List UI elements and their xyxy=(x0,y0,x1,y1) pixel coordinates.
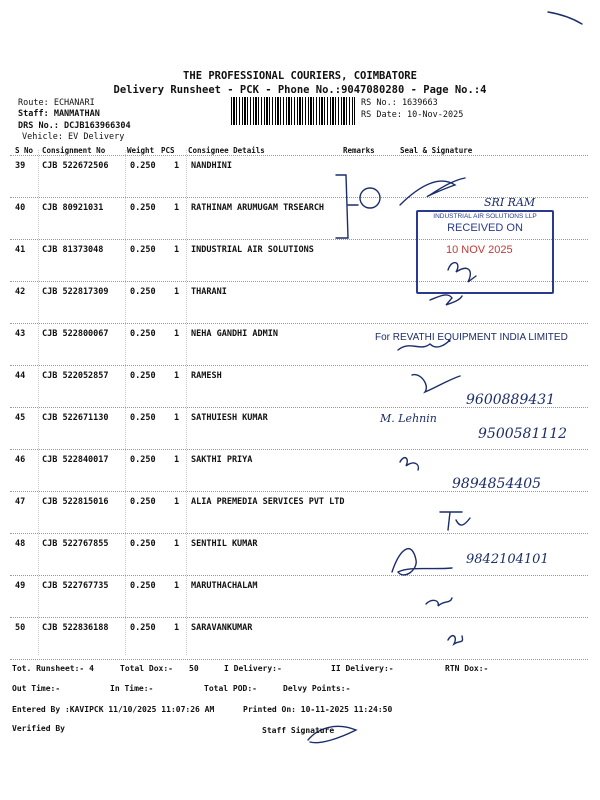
row-sno: 40 xyxy=(15,203,26,213)
row-sno: 49 xyxy=(15,581,26,591)
signature-44 xyxy=(412,375,460,392)
vehicle: Vehicle: EV Delivery xyxy=(22,132,125,142)
row-consignee: SATHUIESH KUMAR xyxy=(191,413,268,423)
printed-on: Printed On: 10-11-2025 11:24:50 xyxy=(243,705,393,714)
row-consignee: SENTHIL KUMAR xyxy=(191,539,258,549)
col-pcs: PCS xyxy=(161,146,175,155)
remarks-bracket xyxy=(336,175,348,238)
row-pcs: 1 xyxy=(174,203,180,213)
out-time: Out Time:- xyxy=(12,684,61,693)
row-weight: 0.250 xyxy=(130,581,156,591)
row-sno: 46 xyxy=(15,455,26,465)
row-consignment: CJB 522817309 xyxy=(42,287,109,297)
row-sno: 50 xyxy=(15,623,26,633)
row-sno: 42 xyxy=(15,287,26,297)
signature-39 xyxy=(400,178,465,205)
col-seal: Seal & Signature xyxy=(400,146,473,155)
row-sno: 48 xyxy=(15,539,26,549)
row-weight: 0.250 xyxy=(130,413,156,423)
total-dox-value: 50 xyxy=(189,664,199,673)
row-consignee: NANDHINI xyxy=(191,161,232,171)
runsheet-title: Delivery Runsheet - PCK - Phone No.:9047080280 - Page No.:4 xyxy=(113,84,487,96)
row-consignment: CJB 81373048 xyxy=(42,245,104,255)
phone-46: 9894854405 xyxy=(452,476,542,492)
row-consignee: SARAVANKUMAR xyxy=(191,623,253,633)
row-consignment: CJB 522836188 xyxy=(42,623,109,633)
col-remarks: Remarks xyxy=(343,146,375,155)
row-pcs: 1 xyxy=(174,623,180,633)
rtn-dox: RTN Dox:- xyxy=(445,664,489,673)
row-weight: 0.250 xyxy=(130,623,156,633)
row-sno: 41 xyxy=(15,245,26,255)
delvy-points: Delvy Points:- xyxy=(283,684,351,693)
row-pcs: 1 xyxy=(174,455,180,465)
row-consignment: CJB 522800067 xyxy=(42,329,109,339)
staff: Staff: MANMATHAN xyxy=(18,109,100,119)
row-sno: 45 xyxy=(15,413,26,423)
row-sno: 44 xyxy=(15,371,26,381)
row-consignee: RAMESH xyxy=(191,371,222,381)
stamp-company: INDUSTRIAL AIR SOLUTIONS LLP xyxy=(433,213,537,220)
row-consignment: CJB 522052857 xyxy=(42,371,109,381)
row-pcs: 1 xyxy=(174,413,180,423)
row-weight: 0.250 xyxy=(130,455,156,465)
row-sno: 39 xyxy=(15,161,26,171)
signature-47 xyxy=(440,512,470,530)
row-consignment: CJB 522815016 xyxy=(42,497,109,507)
row-pcs: 1 xyxy=(174,539,180,549)
row-consignment: CJB 522767735 xyxy=(42,581,109,591)
phone-45: 9500581112 xyxy=(478,426,568,442)
col-sno: S No xyxy=(15,146,34,155)
rs-number: RS No.: 1639663 xyxy=(361,98,438,108)
row-pcs: 1 xyxy=(174,581,180,591)
rs-date: RS Date: 10-Nov-2025 xyxy=(361,110,464,120)
col-consignment: Consignment No xyxy=(42,146,106,155)
row-pcs: 1 xyxy=(174,371,180,381)
row-pcs: 1 xyxy=(174,245,180,255)
signature-48 xyxy=(392,549,452,575)
signature-45: M. Lehnin xyxy=(380,412,437,425)
row-pcs: 1 xyxy=(174,161,180,171)
signature-46 xyxy=(400,458,418,470)
staff-signature: Staff Signature xyxy=(262,726,335,735)
row-weight: 0.250 xyxy=(130,329,156,339)
phone-44: 9600889431 xyxy=(466,392,556,408)
stamp-received: RECEIVED ON xyxy=(447,222,523,234)
signature-49 xyxy=(426,598,452,606)
row-consignee: RATHINAM ARUMUGAM TRSEARCH xyxy=(191,203,325,213)
stamp-sriram: SRI RAM xyxy=(484,196,536,209)
row-sno: 47 xyxy=(15,497,26,507)
in-time: In Time:- xyxy=(110,684,154,693)
corner-mark xyxy=(548,12,582,24)
remarks-circle xyxy=(360,188,380,208)
col-details: Consignee Details xyxy=(188,146,265,155)
signature-41 xyxy=(448,263,476,282)
row-consignment: CJB 80921031 xyxy=(42,203,104,213)
row-pcs: 1 xyxy=(174,287,180,297)
row-consignee: SAKTHI PRIYA xyxy=(191,455,253,465)
route: Route: ECHANARI xyxy=(18,98,95,108)
company-stamp-43: For REVATHI EQUIPMENT INDIA LIMITED xyxy=(375,332,568,343)
row-weight: 0.250 xyxy=(130,245,156,255)
total-dox: Total Dox:- xyxy=(120,664,173,673)
row-consignee: MARUTHACHALAM xyxy=(191,581,258,591)
drs-number: DRS No.: DCJB163966304 xyxy=(18,121,131,131)
row-consignee: ALIA PREMEDIA SERVICES PVT LTD xyxy=(191,497,345,507)
row-consignee: NEHA GANDHI ADMIN xyxy=(191,329,278,339)
i-delivery: I Delivery:- xyxy=(224,664,282,673)
verified-by: Verified By xyxy=(12,724,65,733)
row-consignment: CJB 522767855 xyxy=(42,539,109,549)
row-consignment: CJB 522840017 xyxy=(42,455,109,465)
row-sno: 43 xyxy=(15,329,26,339)
row-consignment: CJB 522672506 xyxy=(42,161,109,171)
entered-by: Entered By :KAVIPCK 11/10/2025 11:07:26 AM xyxy=(12,705,215,714)
row-weight: 0.250 xyxy=(130,161,156,171)
row-pcs: 1 xyxy=(174,329,180,339)
row-weight: 0.250 xyxy=(130,497,156,507)
company-name: THE PROFESSIONAL COURIERS, COIMBATORE xyxy=(183,70,417,82)
row-consignment: CJB 522671130 xyxy=(42,413,109,423)
col-weight: Weight xyxy=(127,146,155,155)
row-weight: 0.250 xyxy=(130,203,156,213)
signature-50 xyxy=(448,636,463,644)
row-consignee: THARANI xyxy=(191,287,227,297)
total-pod: Total POD:- xyxy=(204,684,257,693)
row-consignee: INDUSTRIAL AIR SOLUTIONS xyxy=(191,245,314,255)
stamp-date: 10 NOV 2025 xyxy=(446,244,513,256)
row-weight: 0.250 xyxy=(130,287,156,297)
tot-runsheet: Tot. Runsheet:- 4 xyxy=(12,664,94,673)
row-weight: 0.250 xyxy=(130,539,156,549)
signature-42 xyxy=(430,295,462,305)
ii-delivery: II Delivery:- xyxy=(331,664,394,673)
row-pcs: 1 xyxy=(174,497,180,507)
row-weight: 0.250 xyxy=(130,371,156,381)
phone-48: 9842104101 xyxy=(466,552,549,567)
